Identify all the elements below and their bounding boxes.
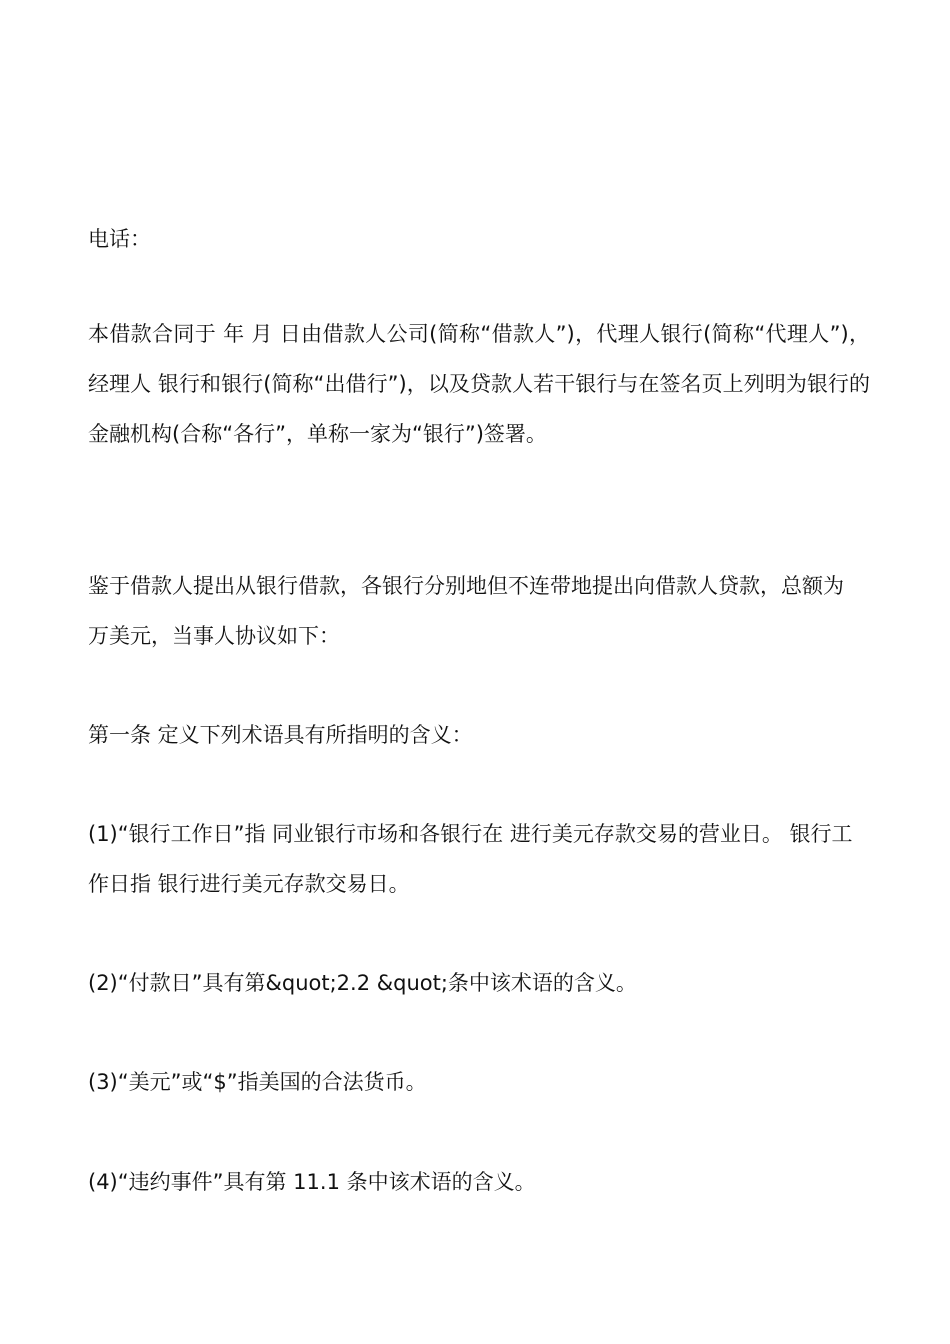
definition-1: (1)“银行工作日”指 同业银行市场和各银行在 进行美元存款交易的营业日。 银行工作日指 银行进行美元存款交易日。 — [88, 822, 853, 896]
phone-label: 电话： — [88, 227, 151, 251]
intro-paragraph: 本借款合同于 年 月 日由借款人公司(简称“借款人”)，代理人银行(简称“代理人”)，经理人 银行和银行(简称“出借行”)，以及贷款人若干银行与在签名页上列明为银行的金融机构(合称“各行”，单称一家为“银行”)签署。 — [88, 322, 870, 446]
whereas-paragraph: 鉴于借款人提出从银行借款，各银行分别地但不连带地提出向借款人贷款，总额为 万美元，当事人协议如下： — [88, 574, 844, 648]
definition-4: (4)“违约事件”具有第 11.1 条中该术语的含义。 — [88, 1170, 536, 1194]
definition-2: (2)“付款日”具有第&quot;2.2 &quot;条中该术语的含义。 — [88, 971, 637, 995]
definition-3: (3)“美元”或“$”指美国的合法货币。 — [88, 1070, 427, 1094]
article-1-heading: 第一条 定义下列术语具有所指明的含义： — [88, 723, 473, 747]
